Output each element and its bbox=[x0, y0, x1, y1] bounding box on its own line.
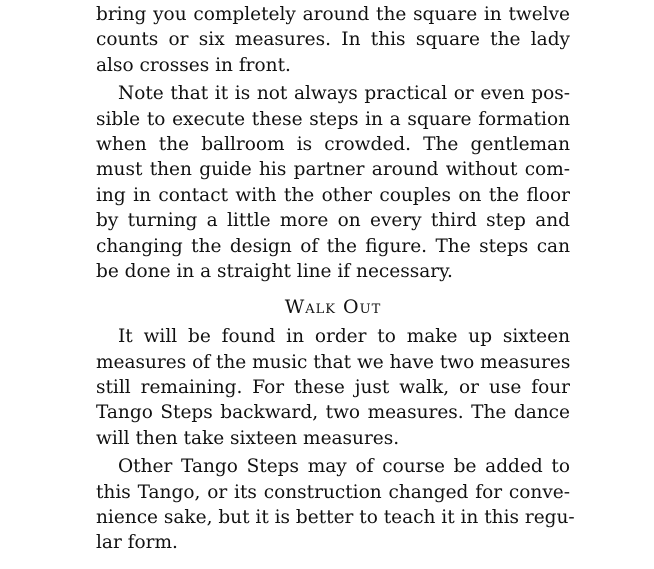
page-text bbox=[96, 2, 575, 556]
text-line: lar form. bbox=[96, 532, 178, 554]
text-line: ing in contact with the other couples on the floor bbox=[96, 184, 570, 206]
paragraph-walk-out bbox=[96, 324, 570, 451]
text-line: when the ballroom is crowded. The gentleman bbox=[96, 133, 570, 155]
paragraph-note bbox=[96, 81, 570, 284]
text-line: by turning a little more on every third step and bbox=[96, 210, 570, 232]
text-line: sible to execute these steps in a square formation bbox=[96, 108, 570, 130]
paragraph-continuation bbox=[96, 2, 570, 78]
paragraph-other-steps bbox=[96, 454, 575, 556]
text-line: bring you completely around the square in twelve bbox=[96, 4, 570, 25]
text-line: will then take sixteen measures. bbox=[96, 427, 400, 449]
text-line: must then guide his partner around without com- bbox=[96, 159, 570, 181]
text-line: Tango Steps backward, two measures. The dance bbox=[96, 402, 570, 424]
text-line: Other Tango Steps may of course be added to bbox=[118, 456, 570, 478]
text-line: measures of the music that we have two measures bbox=[96, 351, 571, 373]
text-line: Note that it is not always practical or even pos- bbox=[118, 83, 570, 105]
text-line: counts or six measures. In this square the lady bbox=[96, 29, 570, 51]
text-line: be done in a straight line if necessary. bbox=[96, 260, 453, 282]
text-line: changing the design of the figure. The steps can bbox=[96, 235, 570, 257]
text-line: still remaining. For these just walk, or use four bbox=[96, 377, 570, 399]
text-line: It will be found in order to make up sixteen bbox=[118, 326, 570, 348]
section-heading: Walk Out bbox=[284, 296, 382, 319]
text-line: nience sake, but it is better to teach it in this regu- bbox=[96, 507, 575, 529]
text-line: this Tango, or its construction changed for conve- bbox=[96, 481, 570, 503]
text-line: also crosses in front. bbox=[96, 54, 291, 76]
